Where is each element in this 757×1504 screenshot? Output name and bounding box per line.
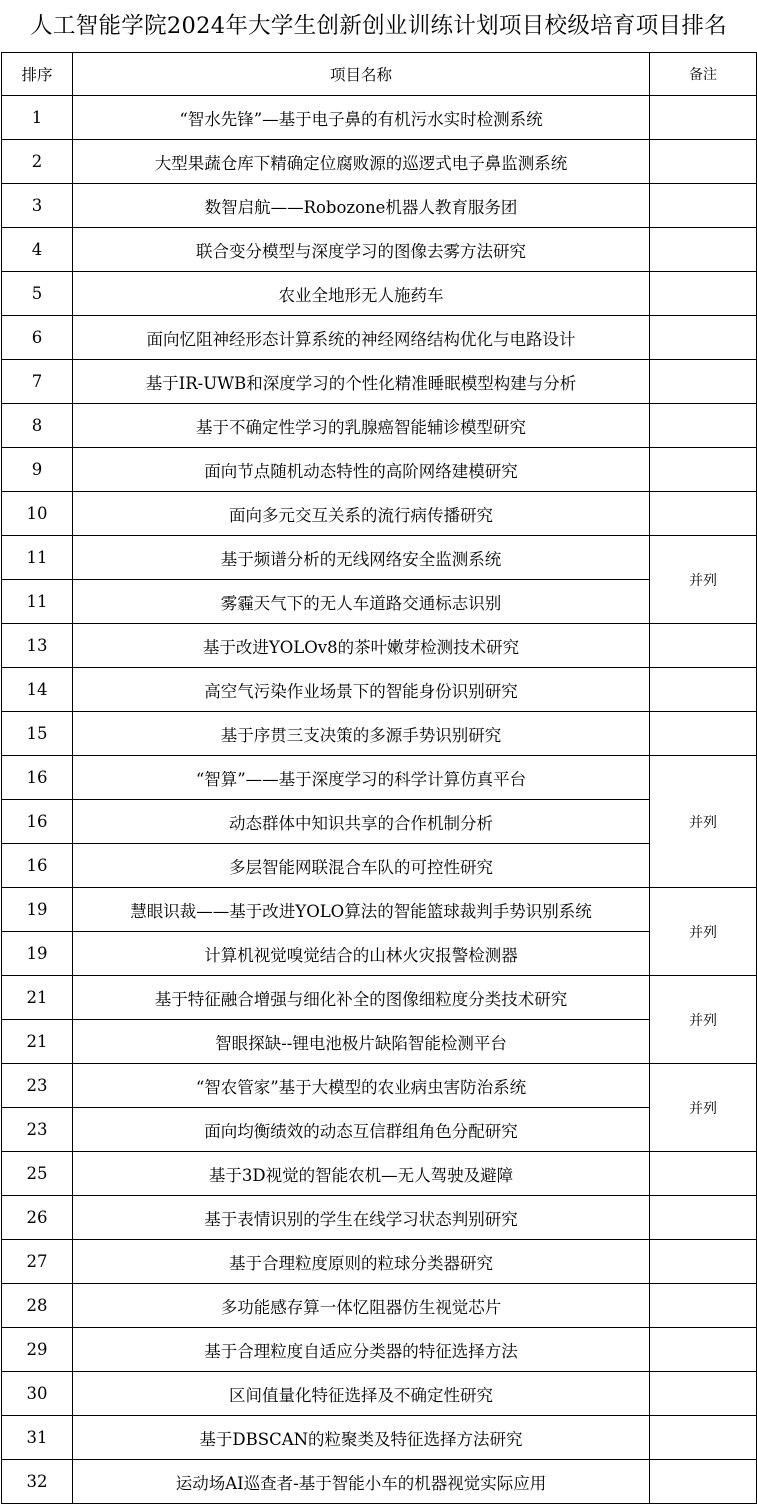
table-row bbox=[2, 96, 757, 140]
note-cell bbox=[650, 1416, 757, 1460]
rank-cell: 7 bbox=[2, 360, 73, 404]
note-cell bbox=[650, 448, 757, 492]
table-row bbox=[2, 1284, 757, 1328]
table-row bbox=[2, 1152, 757, 1196]
rank-cell: 6 bbox=[2, 316, 73, 360]
header-project-name: 项目名称 bbox=[73, 53, 650, 96]
table-row bbox=[2, 404, 757, 448]
rank-cell: 31 bbox=[2, 1416, 73, 1460]
table-row bbox=[2, 536, 757, 580]
table-row bbox=[2, 888, 757, 932]
rank-cell: 5 bbox=[2, 272, 73, 316]
project-name-cell: 联合变分模型与深度学习的图像去雾方法研究 bbox=[73, 228, 650, 272]
table-row bbox=[2, 580, 757, 624]
note-cell bbox=[650, 404, 757, 448]
note-cell bbox=[650, 1372, 757, 1416]
rank-cell: 11 bbox=[2, 536, 73, 580]
note-cell: 并列 bbox=[650, 536, 757, 624]
rank-cell: 16 bbox=[2, 844, 73, 888]
table-row bbox=[2, 492, 757, 536]
note-cell bbox=[650, 1240, 757, 1284]
table-row bbox=[2, 184, 757, 228]
note-cell: 并列 bbox=[650, 756, 757, 888]
table-header-row bbox=[2, 53, 757, 96]
rank-cell: 4 bbox=[2, 228, 73, 272]
table-row bbox=[2, 712, 757, 756]
project-name-cell: “智水先锋”—基于电子鼻的有机污水实时检测系统 bbox=[73, 96, 650, 140]
project-name-cell: 多功能感存算一体忆阻器仿生视觉芯片 bbox=[73, 1284, 650, 1328]
note-cell bbox=[650, 1460, 757, 1504]
note-cell bbox=[650, 712, 757, 756]
project-name-cell: 基于特征融合增强与细化补全的图像细粒度分类技术研究 bbox=[73, 976, 650, 1020]
rank-cell: 30 bbox=[2, 1372, 73, 1416]
rank-cell: 11 bbox=[2, 580, 73, 624]
project-name-cell: “智农管家”基于大模型的农业病虫害防治系统 bbox=[73, 1064, 650, 1108]
rank-cell: 10 bbox=[2, 492, 73, 536]
project-name-cell: 运动场AI巡查者-基于智能小车的机器视觉实际应用 bbox=[73, 1460, 650, 1504]
rank-cell: 26 bbox=[2, 1196, 73, 1240]
table-row bbox=[2, 1328, 757, 1372]
rank-cell: 19 bbox=[2, 932, 73, 976]
project-name-cell: 基于表情识别的学生在线学习状态判别研究 bbox=[73, 1196, 650, 1240]
project-name-cell: 数智启航——Robozone机器人教育服务团 bbox=[73, 184, 650, 228]
project-name-cell: 智眼探缺--锂电池极片缺陷智能检测平台 bbox=[73, 1020, 650, 1064]
table-body bbox=[2, 96, 757, 1504]
rank-cell: 3 bbox=[2, 184, 73, 228]
rank-cell: 27 bbox=[2, 1240, 73, 1284]
table-row bbox=[2, 756, 757, 800]
rank-cell: 8 bbox=[2, 404, 73, 448]
table-row bbox=[2, 1196, 757, 1240]
project-name-cell: 动态群体中知识共享的合作机制分析 bbox=[73, 800, 650, 844]
table-row bbox=[2, 272, 757, 316]
note-cell bbox=[650, 96, 757, 140]
note-cell: 并列 bbox=[650, 976, 757, 1064]
note-cell bbox=[650, 360, 757, 404]
project-name-cell: 面向多元交互关系的流行病传播研究 bbox=[73, 492, 650, 536]
project-name-cell: 农业全地形无人施药车 bbox=[73, 272, 650, 316]
table-row bbox=[2, 1372, 757, 1416]
note-cell bbox=[650, 140, 757, 184]
project-name-cell: 面向忆阻神经形态计算系统的神经网络结构优化与电路设计 bbox=[73, 316, 650, 360]
table-row bbox=[2, 976, 757, 1020]
note-cell bbox=[650, 184, 757, 228]
project-name-cell: 计算机视觉嗅觉结合的山林火灾报警检测器 bbox=[73, 932, 650, 976]
note-cell bbox=[650, 316, 757, 360]
note-cell bbox=[650, 1284, 757, 1328]
note-cell bbox=[650, 1196, 757, 1240]
project-name-cell: 基于合理粒度自适应分类器的特征选择方法 bbox=[73, 1328, 650, 1372]
table-row bbox=[2, 228, 757, 272]
note-cell: 并列 bbox=[650, 1064, 757, 1152]
project-name-cell: 雾霾天气下的无人车道路交通标志识别 bbox=[73, 580, 650, 624]
note-cell bbox=[650, 668, 757, 712]
project-name-cell: 基于IR-UWB和深度学习的个性化精准睡眠模型构建与分析 bbox=[73, 360, 650, 404]
rank-cell: 2 bbox=[2, 140, 73, 184]
table-row bbox=[2, 844, 757, 888]
page-title: 人工智能学院2024年大学生创新创业训练计划项目校级培育项目排名 bbox=[30, 13, 727, 39]
rank-cell: 9 bbox=[2, 448, 73, 492]
table-row bbox=[2, 932, 757, 976]
rank-cell: 1 bbox=[2, 96, 73, 140]
note-cell bbox=[650, 624, 757, 668]
project-name-cell: 基于频谱分析的无线网络安全监测系统 bbox=[73, 536, 650, 580]
table-row bbox=[2, 140, 757, 184]
project-name-cell: 多层智能网联混合车队的可控性研究 bbox=[73, 844, 650, 888]
project-name-cell: 慧眼识裁——基于改进YOLO算法的智能篮球裁判手势识别系统 bbox=[73, 888, 650, 932]
project-name-cell: 高空气污染作业场景下的智能身份识别研究 bbox=[73, 668, 650, 712]
rank-cell: 15 bbox=[2, 712, 73, 756]
rank-cell: 23 bbox=[2, 1064, 73, 1108]
rank-cell: 19 bbox=[2, 888, 73, 932]
table-row bbox=[2, 360, 757, 404]
rank-cell: 25 bbox=[2, 1152, 73, 1196]
rank-cell: 21 bbox=[2, 976, 73, 1020]
table-row bbox=[2, 1064, 757, 1108]
project-name-cell: 基于序贯三支决策的多源手势识别研究 bbox=[73, 712, 650, 756]
note-cell: 并列 bbox=[650, 888, 757, 976]
project-name-cell: 基于改进YOLOv8的茶叶嫩芽检测技术研究 bbox=[73, 624, 650, 668]
project-name-cell: 基于合理粒度原则的粒球分类器研究 bbox=[73, 1240, 650, 1284]
rank-cell: 21 bbox=[2, 1020, 73, 1064]
project-name-cell: 大型果蔬仓库下精确定位腐败源的巡逻式电子鼻监测系统 bbox=[73, 140, 650, 184]
project-name-cell: 面向节点随机动态特性的高阶网络建模研究 bbox=[73, 448, 650, 492]
project-name-cell: 基于3D视觉的智能农机—无人驾驶及避障 bbox=[73, 1152, 650, 1196]
table-row bbox=[2, 1460, 757, 1504]
note-cell bbox=[650, 1152, 757, 1196]
note-cell bbox=[650, 1328, 757, 1372]
note-cell bbox=[650, 272, 757, 316]
project-name-cell: 区间值量化特征选择及不确定性研究 bbox=[73, 1372, 650, 1416]
rank-cell: 23 bbox=[2, 1108, 73, 1152]
note-cell bbox=[650, 492, 757, 536]
table-row bbox=[2, 316, 757, 360]
project-name-cell: “智算”——基于深度学习的科学计算仿真平台 bbox=[73, 756, 650, 800]
rank-cell: 28 bbox=[2, 1284, 73, 1328]
table-row bbox=[2, 1020, 757, 1064]
rank-cell: 16 bbox=[2, 800, 73, 844]
project-name-cell: 面向均衡绩效的动态互信群组角色分配研究 bbox=[73, 1108, 650, 1152]
rank-cell: 29 bbox=[2, 1328, 73, 1372]
table-row bbox=[2, 1416, 757, 1460]
ranking-table bbox=[1, 52, 757, 1504]
header-rank: 排序 bbox=[2, 53, 73, 96]
rank-cell: 32 bbox=[2, 1460, 73, 1504]
project-name-cell: 基于不确定性学习的乳腺癌智能辅诊模型研究 bbox=[73, 404, 650, 448]
table-row bbox=[2, 1108, 757, 1152]
header-note: 备注 bbox=[650, 53, 757, 96]
table-row bbox=[2, 1240, 757, 1284]
note-cell bbox=[650, 228, 757, 272]
project-name-cell: 基于DBSCAN的粒聚类及特征选择方法研究 bbox=[73, 1416, 650, 1460]
table-row bbox=[2, 624, 757, 668]
rank-cell: 14 bbox=[2, 668, 73, 712]
table-row bbox=[2, 800, 757, 844]
rank-cell: 16 bbox=[2, 756, 73, 800]
rank-cell: 13 bbox=[2, 624, 73, 668]
table-row bbox=[2, 448, 757, 492]
table-row bbox=[2, 668, 757, 712]
